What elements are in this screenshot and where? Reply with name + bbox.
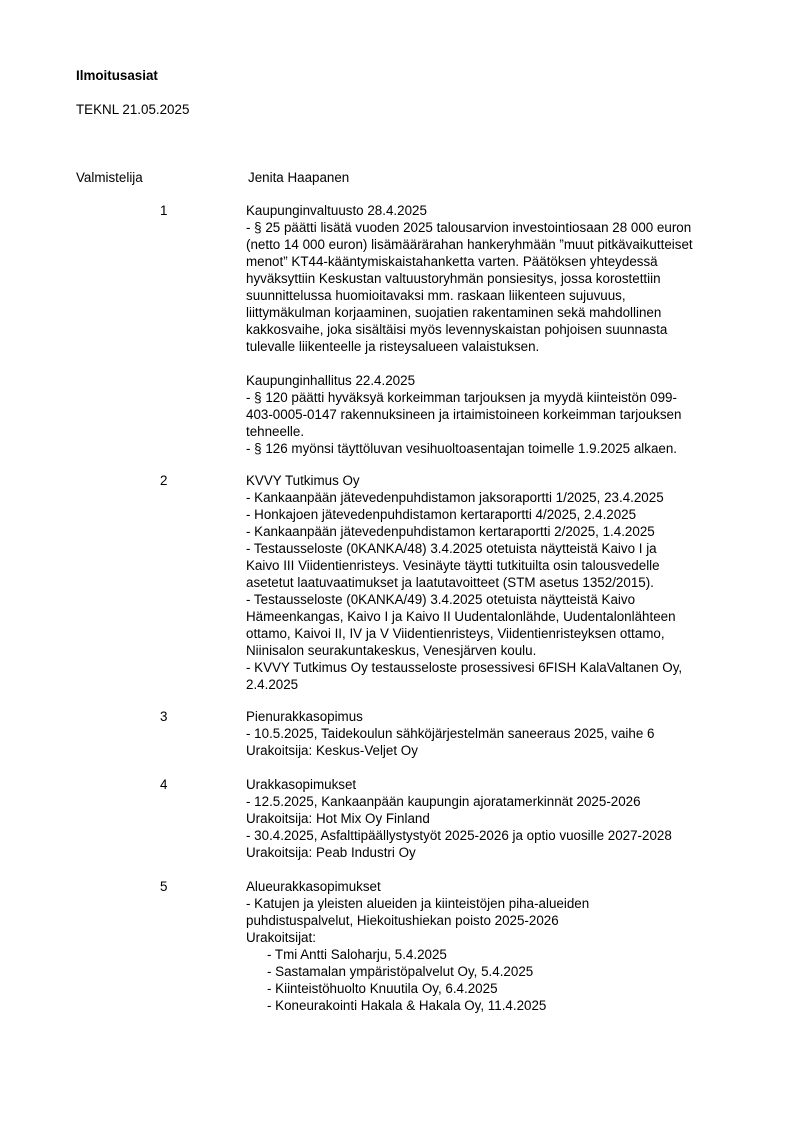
item-line: - § 120 päätti hyväksyä korkeimman tarjouksen ja myydä kiinteistön 099- — [246, 390, 677, 405]
item-line: puhdistuspalvelut, Hiekoitushiekan poisto 2025-2026 — [246, 913, 559, 928]
preparer-label: Valmistelija — [76, 170, 143, 185]
contractor-item: - Kiinteistöhuolto Knuutila Oy, 6.4.2025 — [267, 981, 498, 996]
item-line: Urakoitsijat: — [246, 930, 316, 945]
item-line: Urakoitsija: Hot Mix Oy Finland — [246, 811, 430, 826]
item-line: tulevalle liikenteelle ja risteysalueen valaistuksen. — [246, 339, 540, 354]
item-line: - 30.4.2025, Asfalttipäällystystyöt 2025-2026 ja optio vuosille 2027-2028 — [246, 828, 672, 843]
item-number: 2 — [160, 473, 168, 488]
item-line: - Kankaanpään jätevedenpuhdistamon jaksoraportti 1/2025, 23.4.2025 — [246, 490, 664, 505]
contractor-item: - Sastamalan ympäristöpalvelut Oy, 5.4.2025 — [267, 964, 534, 979]
item-line: - KVVY Tutkimus Oy testausseloste prosessivesi 6FISH KalaValtanen Oy, — [246, 660, 683, 675]
item-line: - Testausseloste (0KANKA/49) 3.4.2025 otetuista näytteistä Kaivo — [246, 592, 636, 607]
item-line: liittymäkulman korjaaminen, suojatien rakentaminen sekä mahdollinen — [246, 305, 662, 320]
item-spacer — [246, 355, 746, 372]
item-line: tehneelle. — [246, 424, 305, 439]
item-line: - § 126 myönsi täyttöluvan vesihuoltoasentajan toimelle 1.9.2025 alkaen. — [246, 441, 678, 456]
item-line: - 10.5.2025, Taidekoulun sähköjärjestelmän saneeraus 2025, vaihe 6 — [246, 726, 655, 741]
item-line: ottamo, Kaivoi II, IV ja V Viidentienristeys, Viidentienristeyksen ottamo, — [246, 626, 665, 641]
item-line: - Honkajoen jätevedenpuhdistamon kertaraportti 4/2025, 2.4.2025 — [246, 507, 637, 522]
item-line: Urakoitsija: Keskus-Veljet Oy — [246, 743, 418, 758]
item-line: - Kankaanpään jätevedenpuhdistamon kertaraportti 2/2025, 1.4.2025 — [246, 524, 655, 539]
item-line: 403-0005-0147 rakennuksineen ja irtaimistoineen korkeimman tarjouksen — [246, 407, 682, 422]
item-line: hyväksyttiin Keskustan valtuustoryhmän ponsiesitys, jossa korostettiin — [246, 271, 661, 286]
item-line: - 12.5.2025, Kankaanpään kaupungin ajoratamerkinnät 2025-2026 — [246, 794, 641, 809]
item-subheading: Kaupunginhallitus 22.4.2025 — [246, 373, 416, 388]
item-line: - Testausseloste (0KANKA/48) 3.4.2025 otetuista näytteistä Kaivo I ja — [246, 541, 657, 556]
item-line: - § 25 päätti lisätä vuoden 2025 talousarvion investointiosaan 28 000 euron — [246, 220, 692, 235]
item-3-content — [246, 708, 746, 759]
preparer-name: Jenita Haapanen — [248, 170, 350, 185]
item-line: 2.4.2025 — [246, 677, 299, 692]
item-4-content — [246, 776, 746, 861]
item-heading: Pienurakkasopimus — [246, 709, 363, 724]
item-number: 1 — [160, 203, 168, 218]
item-heading: KVVY Tutkimus Oy — [246, 473, 360, 488]
item-heading: Kaupunginvaltuusto 28.4.2025 — [246, 203, 427, 218]
item-line: Niinisalon seurakuntakeskus, Venesjärven koulu. — [246, 643, 537, 658]
item-line: - Katujen ja yleisten alueiden ja kiinteistöjen piha-alueiden — [246, 896, 590, 911]
item-line: Urakoitsija: Peab Industri Oy — [246, 845, 416, 860]
item-1-content — [246, 202, 746, 457]
meeting-reference: TEKNL 21.05.2025 — [76, 102, 190, 117]
item-line: menot” KT44-kääntymiskaistahanketta varten. Päätöksen yhteydessä — [246, 254, 658, 269]
item-number: 5 — [160, 879, 168, 894]
item-line: asetetut laatuvaatimukset ja laatutavoitteet (STM asetus 1352/2015). — [246, 575, 654, 590]
item-line: suunnittelussa huomioitavaksi mm. raskaan liikenteen sujuvuus, — [246, 288, 626, 303]
item-line: Kaivo III Viidentienristeys. Vesinäyte täytti tutkituilta osin talousvedelle — [246, 558, 660, 573]
item-heading: Urakkasopimukset — [246, 777, 357, 792]
document-title: Ilmoitusasiat — [76, 68, 158, 83]
item-number: 3 — [160, 709, 168, 724]
contractor-item: - Koneurakointi Hakala & Hakala Oy, 11.4.2025 — [267, 998, 547, 1013]
item-5-content — [246, 878, 746, 1014]
item-number: 4 — [160, 777, 168, 792]
item-line: kakkosvaihe, joka sisältäisi myös levennyskaistan pohjoisen suunnasta — [246, 322, 668, 337]
item-2-content — [246, 472, 746, 693]
item-line: Hämeenkangas, Kaivo I ja Kaivo II Uudentalonlähde, Uudentalonlähteen — [246, 609, 676, 624]
item-heading: Alueurakkasopimukset — [246, 879, 381, 894]
contractor-item: - Tmi Antti Saloharju, 5.4.2025 — [267, 947, 447, 962]
item-line: (netto 14 000 euron) lisämäärärahan hankeryhmään ”muut pitkävaikutteiset — [246, 237, 693, 252]
